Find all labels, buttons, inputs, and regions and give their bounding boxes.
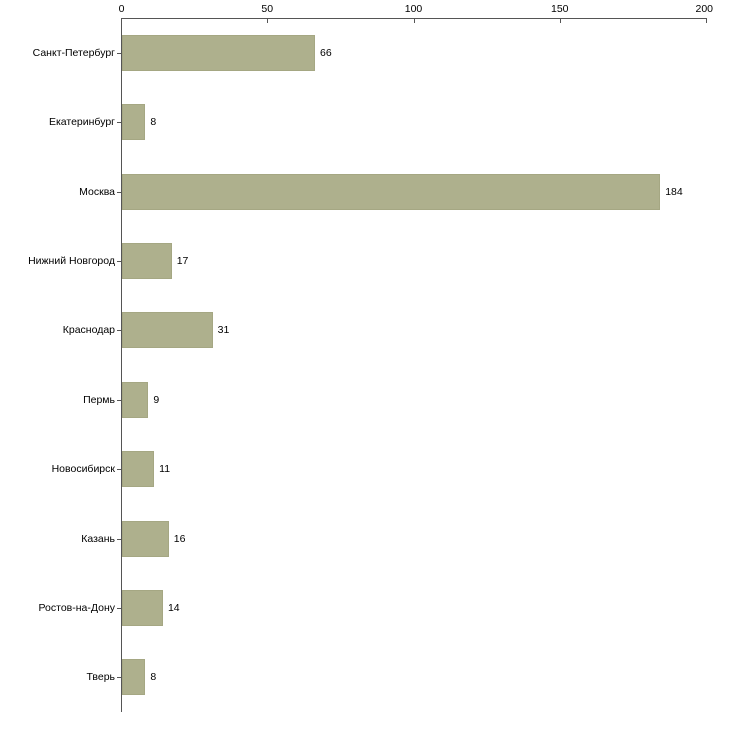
y-axis-tick bbox=[117, 330, 121, 331]
category-label: Нижний Новгород bbox=[28, 254, 115, 267]
x-axis-tick-label: 150 bbox=[550, 3, 569, 15]
bar[interactable] bbox=[122, 521, 169, 557]
x-axis-tick-label: 0 bbox=[118, 3, 125, 15]
bar-value-label: 184 bbox=[665, 185, 683, 198]
bar-value-label: 16 bbox=[173, 532, 186, 545]
category-label: Москва bbox=[79, 185, 115, 198]
x-axis-tick bbox=[560, 18, 561, 23]
y-axis-tick bbox=[117, 261, 121, 262]
y-axis-tick bbox=[117, 539, 121, 540]
y-axis-tick bbox=[117, 53, 121, 54]
bar[interactable] bbox=[122, 104, 145, 140]
x-axis-tick-label: 200 bbox=[695, 3, 714, 15]
y-axis-tick bbox=[117, 122, 121, 123]
bar-value-label: 11 bbox=[159, 463, 171, 476]
bar[interactable] bbox=[122, 312, 213, 348]
x-axis-tick bbox=[121, 18, 122, 23]
x-axis-tick bbox=[706, 18, 707, 23]
x-axis-tick-label: 50 bbox=[261, 3, 274, 15]
category-label: Санкт-Петербург bbox=[32, 46, 115, 59]
bar-value-label: 8 bbox=[150, 116, 157, 129]
category-label: Новосибирск bbox=[51, 463, 115, 476]
y-axis-tick bbox=[117, 400, 121, 401]
category-label: Пермь bbox=[83, 393, 115, 406]
bar[interactable] bbox=[122, 174, 660, 210]
y-axis-tick bbox=[117, 677, 121, 678]
bar-value-label: 31 bbox=[217, 324, 230, 337]
x-axis-tick-label: 100 bbox=[404, 3, 423, 15]
x-axis-tick bbox=[267, 18, 268, 23]
y-axis-tick bbox=[117, 469, 121, 470]
category-label: Екатеринбург bbox=[48, 116, 115, 129]
category-label: Казань bbox=[81, 532, 115, 545]
bar-value-label: 9 bbox=[153, 393, 160, 406]
y-axis-tick bbox=[117, 608, 121, 609]
x-axis-tick bbox=[414, 18, 415, 23]
bar-value-label: 8 bbox=[150, 671, 157, 684]
y-axis-tick bbox=[117, 192, 121, 193]
bar-value-label: 66 bbox=[320, 46, 332, 59]
bar[interactable] bbox=[122, 590, 163, 626]
bar-value-label: 17 bbox=[176, 254, 189, 267]
category-label: Ростов-на-Дону bbox=[38, 601, 115, 614]
bar[interactable] bbox=[122, 35, 315, 71]
bar[interactable] bbox=[122, 451, 154, 487]
bar-value-label: 14 bbox=[167, 601, 180, 614]
bar[interactable] bbox=[122, 382, 148, 418]
bar[interactable] bbox=[122, 659, 145, 695]
category-label: Тверь bbox=[86, 671, 115, 684]
category-label: Краснодар bbox=[62, 324, 115, 337]
bar[interactable] bbox=[122, 243, 172, 279]
